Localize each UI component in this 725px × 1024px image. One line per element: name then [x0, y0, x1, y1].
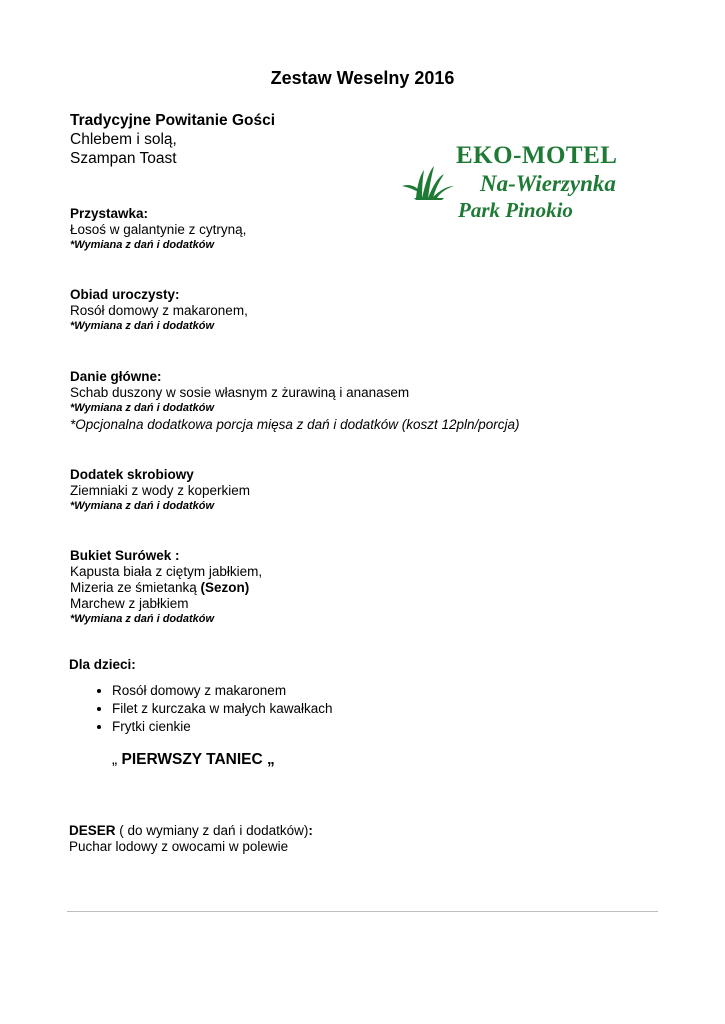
list-item: • Filet z kurczaka w małych kawałkach [112, 700, 333, 718]
menu-item: Schab duszony w sosie własnym z żurawiną i ananasem [70, 385, 410, 400]
starch-section [70, 467, 670, 514]
season-tag: (Sezon) [200, 580, 250, 595]
exchange-note: *Wymiana z dań i dodatków [70, 239, 215, 251]
soup-section [70, 287, 670, 334]
logo-title: EKO-MOTEL [456, 142, 618, 169]
first-dance-text: PIERWSZY TANIEC [117, 751, 268, 768]
footer-divider [67, 911, 658, 912]
menu-item: Łosoś w galantynie z cytryną, [70, 222, 247, 237]
list-item: • Frytki cienkie [112, 718, 333, 736]
exchange-note: *Wymiana z dań i dodatków [70, 402, 215, 414]
kids-menu-list [94, 682, 333, 736]
dessert-detail: ( do wymiany z dań i dodatków) [115, 823, 309, 838]
welcome-line: Szampan Toast [70, 150, 177, 167]
quote-close: „ [267, 751, 275, 768]
section-heading: Bukiet Surówek : [70, 548, 180, 563]
welcome-line: Chlebem i solą, [70, 131, 177, 148]
section-heading: Obiad uroczysty: [70, 287, 180, 302]
main-course-section [70, 369, 670, 433]
menu-item-text: Mizeria ze śmietanką [70, 580, 201, 595]
menu-item: Puchar lodowy z owocami w polewie [69, 839, 289, 854]
optional-extra-note: *Opcjonalna dodatkowa porcja mięsa z dań i dodatków (koszt 12pln/porcja) [70, 417, 520, 432]
welcome-heading: Tradycyjne Powitanie Gości [70, 112, 276, 129]
dessert-section [69, 823, 669, 855]
page-title: Zestaw Weselny 2016 [270, 68, 455, 88]
list-item: • Rosół domowy z makaronem [112, 682, 333, 700]
logo-tagline: Park Pinokio [458, 198, 573, 222]
menu-item: Ziemniaki z wody z koperkiem [70, 483, 251, 498]
exchange-note: *Wymiana z dań i dodatków [70, 613, 215, 625]
salads-section [70, 548, 670, 627]
menu-item: Marchew z jabłkiem [70, 596, 189, 611]
quote-open: „ [112, 751, 118, 768]
grass-icon [400, 164, 456, 204]
section-heading: Danie główne: [70, 369, 162, 384]
menu-item: Kapusta biała z ciętym jabłkiem, [70, 564, 263, 579]
logo-subtitle: Na-Wierzynka [480, 171, 616, 196]
kids-section [69, 657, 669, 673]
menu-item [70, 580, 670, 596]
exchange-note: *Wymiana z dań i dodatków [70, 500, 215, 512]
section-heading: Dla dzieci: [69, 657, 136, 672]
first-dance-heading [112, 751, 275, 769]
section-heading: Dodatek skrobiowy [70, 467, 194, 482]
starter-section [70, 206, 670, 253]
exchange-note: *Wymiana z dań i dodatków [70, 320, 215, 332]
dessert-colon: : [308, 823, 313, 838]
dessert-heading-line [69, 823, 669, 839]
section-heading: DESER [69, 823, 116, 838]
section-heading: Przystawka: [70, 206, 149, 221]
menu-item: Rosół domowy z makaronem, [70, 303, 248, 318]
